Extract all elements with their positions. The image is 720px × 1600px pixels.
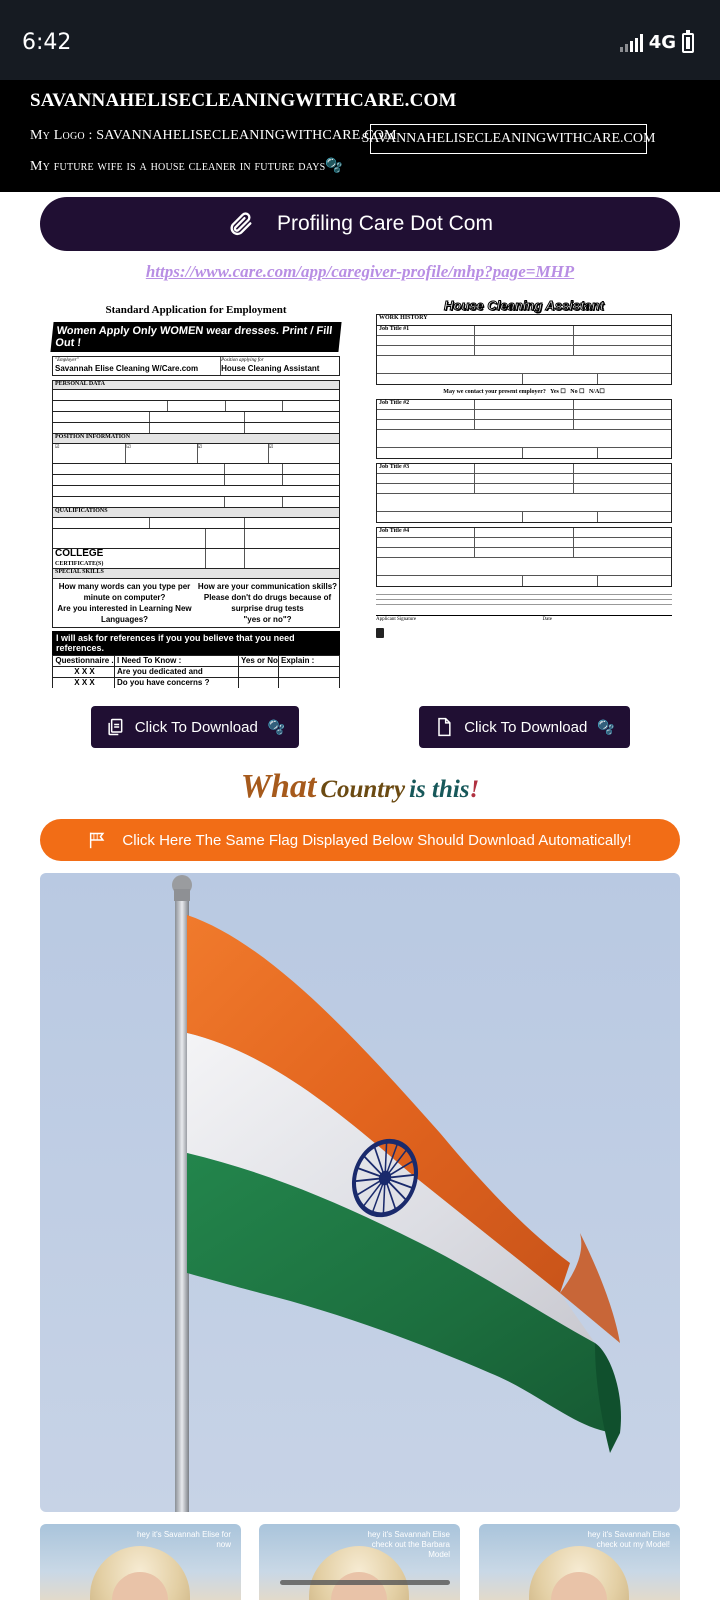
- contact-employer-question: May we contact your present employer? Yes ☐ No ☐ N/A☐: [443, 389, 605, 395]
- personal-data-section: PERSONAL DATA: [52, 380, 340, 390]
- profiling-care-label: Profiling Care Dot Com: [277, 212, 493, 235]
- job-title-label: Job Title #2: [377, 400, 475, 409]
- certification-text: [376, 591, 672, 605]
- references-banner: I will ask for references if you you believe that you need references.: [52, 631, 340, 655]
- form-row: [52, 390, 340, 401]
- form-row: [377, 326, 671, 336]
- application-form-image: [48, 300, 344, 688]
- form-row: [377, 576, 671, 586]
- flag-icon: [88, 831, 108, 849]
- signature-row: [376, 615, 672, 622]
- na-option: N/A: [588, 389, 600, 395]
- battery-icon: [682, 33, 694, 53]
- heading-mark: !: [469, 776, 480, 803]
- clock: 6:42: [22, 30, 72, 55]
- table-cell: [239, 678, 279, 688]
- thumbnail-caption: hey it's Savannah Elise for now: [136, 1530, 231, 1549]
- download-work-history-button[interactable]: [419, 706, 630, 748]
- form-row: [52, 412, 340, 423]
- form-row: ☑ ☑ ☑ ☑: [52, 444, 340, 464]
- attachment-icon: [376, 628, 384, 638]
- form-row: [52, 497, 340, 508]
- job-title-label: Job Title #4: [377, 528, 475, 537]
- signal-icon: [620, 34, 643, 52]
- network-type: 4G: [648, 32, 676, 53]
- form-row: [377, 474, 671, 484]
- drug-test-note: Please don't do drugs because of surprise drug tests: [203, 593, 332, 613]
- certificates-label: CERTIFICATE(S): [55, 561, 104, 567]
- job-title-label: Job Title #3: [377, 464, 475, 473]
- table-cell: [239, 667, 279, 677]
- form-row: [377, 538, 671, 548]
- country-heading: [0, 768, 720, 806]
- job-block-2: [376, 399, 672, 459]
- yes-or-no-note: "yes or no"?: [243, 615, 292, 624]
- thumbnail-1[interactable]: [40, 1524, 241, 1600]
- application-banner: Women Apply Only WOMEN wear dresses. Print / Fill Out !: [50, 322, 341, 352]
- work-history-section: [376, 314, 672, 326]
- heading-is-this: is this: [409, 776, 470, 803]
- heading-what: What: [240, 768, 317, 805]
- special-skills-section: SPECIAL SKILLS: [52, 569, 340, 579]
- table-cell: [279, 667, 339, 677]
- table-row: [53, 678, 339, 688]
- form-row: [377, 484, 671, 494]
- form-row: [377, 400, 671, 410]
- bubbles-emoji: 🫧: [267, 718, 286, 735]
- form-row: [377, 420, 671, 430]
- form-row: [377, 494, 671, 512]
- thumbnail-caption: hey it's Savannah Elise check out the Barbara Model: [367, 1530, 450, 1559]
- site-header: [0, 80, 720, 192]
- form-row: [377, 512, 671, 522]
- form-row: [52, 529, 340, 549]
- form-row: [377, 548, 671, 558]
- thumbnail-3[interactable]: [479, 1524, 680, 1600]
- work-history-label: WORK HISTORY: [379, 315, 428, 321]
- form-row: [377, 336, 671, 346]
- work-history-form-image: [376, 298, 672, 690]
- form-row: [377, 448, 671, 458]
- table-header-cell: Yes or No: [241, 656, 278, 665]
- table-cell: Do you have concerns ?: [115, 678, 239, 688]
- form-row: [377, 558, 671, 576]
- form-row: [377, 346, 671, 356]
- logo-box[interactable]: SAVANNAHELISECLEANINGWITHCARE.COM: [370, 124, 647, 154]
- form-row: [377, 356, 671, 374]
- copy-document-icon: [105, 717, 125, 737]
- form-row: [52, 401, 340, 412]
- form-row: [377, 315, 671, 325]
- table-cell: X X X: [53, 667, 115, 677]
- status-icons: [620, 32, 694, 53]
- paperclip-icon: [227, 210, 255, 238]
- form-row: [52, 423, 340, 434]
- download-label: Click To Download: [464, 718, 588, 736]
- site-title[interactable]: SAVANNAHELISECLEANINGWITHCARE.COM: [30, 90, 457, 111]
- care-profile-link[interactable]: https://www.care.com/app/caregiver-profile/mhp?page=MHP: [145, 262, 575, 281]
- yes-option: Yes: [550, 389, 559, 395]
- profiling-care-button[interactable]: [40, 197, 680, 251]
- document-icon: [434, 717, 454, 737]
- logo-line: My Logo : SAVANNAHELISECLEANINGWITHCARE.COM: [30, 128, 397, 143]
- position-label: Position applying for: [221, 358, 264, 363]
- learning-languages-question: Are you interested in Learning New Languages?: [57, 604, 192, 624]
- table-header-cell: I Need To Know :: [115, 656, 239, 666]
- table-header-row: [53, 656, 339, 667]
- form-row: [377, 430, 671, 448]
- employer-row: [52, 356, 340, 376]
- date-label: Date: [542, 617, 552, 622]
- job-block-1: [376, 326, 672, 385]
- form-row: [52, 549, 340, 569]
- job-title-label: Job Title #1: [377, 326, 475, 335]
- employer-value: Savannah Elise Cleaning W/Care.com: [55, 364, 199, 373]
- form-row: [52, 464, 340, 475]
- flag-illustration: [40, 873, 680, 1512]
- applicant-signature-label: Applicant Signature: [376, 617, 417, 622]
- qualifications-section: QUALIFICATIONS: [52, 508, 340, 518]
- work-history-title: House Cleaning Assistant: [444, 298, 604, 313]
- words-per-minute-question: How many words can you type per minute on computer?: [58, 582, 191, 602]
- download-label: Click To Download: [134, 718, 258, 736]
- table-row: [53, 667, 339, 678]
- employer-label: "Employer": [55, 358, 79, 363]
- form-row: [52, 486, 340, 497]
- form-row: [377, 528, 671, 538]
- thumbnail-caption: hey it's Savannah Elise check out my Model!: [587, 1530, 670, 1549]
- contact-question-text: May we contact your present employer?: [443, 389, 546, 395]
- thumbnail-2[interactable]: [259, 1524, 460, 1600]
- table-header-cell: Explain :: [281, 656, 315, 665]
- table-cell: [279, 678, 339, 688]
- indian-flag-photo[interactable]: [40, 873, 680, 1512]
- flag-download-button[interactable]: [40, 819, 680, 861]
- status-bar: [0, 0, 720, 80]
- job-block-4: [376, 527, 672, 587]
- communication-question: How are your communication skills?: [197, 582, 338, 591]
- position-information-section: POSITION INFORMATION: [52, 434, 340, 444]
- job-block-3: [376, 463, 672, 523]
- application-title: Standard Application for Employment: [105, 304, 287, 316]
- table-header-cell: Questionnaire .: [53, 656, 115, 666]
- form-row: [377, 374, 671, 384]
- form-row: [377, 464, 671, 474]
- position-value: House Cleaning Assistant: [221, 364, 320, 373]
- download-application-button[interactable]: [91, 706, 299, 748]
- home-indicator[interactable]: [280, 1580, 450, 1585]
- bubbles-emoji: 🫧: [597, 718, 615, 735]
- form-row: [52, 475, 340, 486]
- form-row: [52, 518, 340, 529]
- flag-download-label: Click Here The Same Flag Displayed Below Should Download Automatically!: [122, 831, 632, 849]
- tagline: My future wife is a house cleaner in future days🫧: [30, 159, 344, 174]
- skills-questions: [52, 579, 340, 628]
- heading-country: Country: [320, 776, 406, 803]
- college-label: COLLEGE: [55, 548, 104, 559]
- table-cell: X X X: [53, 678, 115, 688]
- no-option: No: [570, 389, 578, 395]
- table-cell: Are you dedicated and: [115, 667, 239, 677]
- form-row: [377, 410, 671, 420]
- questionnaire-table: [52, 655, 340, 688]
